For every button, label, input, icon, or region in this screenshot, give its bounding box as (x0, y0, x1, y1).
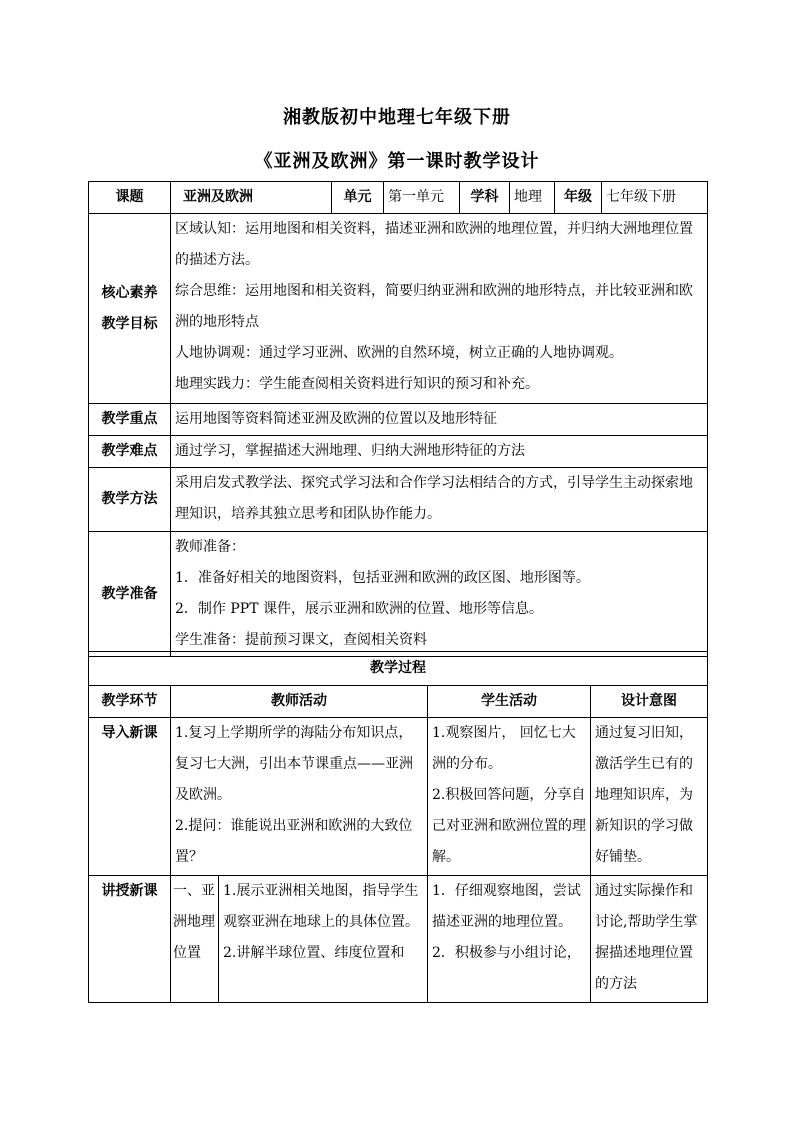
preparation-content (171, 532, 708, 657)
difficult-points-row (89, 436, 708, 468)
key-points-label: 教学重点 (89, 404, 171, 436)
unit-label: 单元 (332, 182, 384, 214)
lecture-row (89, 876, 708, 1003)
preparation-line: 2．制作 PPT 课件，展示亚洲和欧洲的位置、地形等信息。 (175, 601, 543, 617)
preparation-line: 学生准备：提前预习课文，查阅相关资料 (175, 632, 427, 648)
intro-teacher: 1.复习上学期所学的海陆分布知识点，复习七大洲，引出本节课重点——亚洲及欧洲。 2.提问：谁能说出亚洲和欧洲的大致位置？ (171, 718, 428, 876)
lecture-teacher: 1.展示亚洲相关地图，指导学生观察亚洲在地球上的具体位置。 2.讲解半球位置、纬度位置和 (219, 876, 428, 1003)
intro-intent: 通过复习旧知，激活学生已有的地理知识库，为新知识的学习做好铺垫。 (591, 718, 708, 876)
subject-label: 学科 (460, 182, 510, 214)
document-subtitle: 《亚洲及欧洲》第一课时教学设计 (254, 151, 540, 172)
header-stage: 教学环节 (89, 686, 171, 718)
header-intent: 设计意图 (591, 686, 708, 718)
info-row (89, 182, 708, 214)
teaching-process-table (88, 651, 708, 1003)
grade-label: 年级 (555, 182, 602, 214)
preparation-label: 教学准备 (89, 532, 171, 657)
core-item: 地理实践力：学生能查阅相关资料进行知识的预习和补充。 (175, 376, 539, 392)
header-student: 学生活动 (428, 686, 591, 718)
grade-value: 七年级下册 (602, 182, 708, 214)
document-title: 湘教版初中地理七年级下册 (283, 107, 511, 128)
process-title: 教学过程 (89, 652, 708, 686)
core-literacy-row (89, 214, 708, 404)
preparation-row (89, 532, 708, 657)
core-item: 区域认知：运用地图和相关资料，描述亚洲和欧洲的地理位置，并归纳大洲地理位置的描述方法。 (175, 221, 693, 268)
methods-row (89, 468, 708, 532)
preparation-line: 教师准备： (175, 539, 245, 555)
header-teacher: 教师活动 (171, 686, 428, 718)
intro-student: 1.观察图片， 回忆七大洲的分布。 2.积极回答问题，分享自己对亚洲和欧洲位置的理解。 (428, 718, 591, 876)
subject-value: 地理 (510, 182, 555, 214)
methods-label: 教学方法 (89, 468, 171, 532)
core-item: 综合思维：运用地图和相关资料，简要归纳亚洲和欧洲的地形特点，并比较亚洲和欧洲的地形特点 (175, 283, 693, 330)
process-title-row (89, 652, 708, 686)
key-points-row (89, 404, 708, 436)
core-literacy-label: 核心素养 教学目标 (89, 214, 171, 404)
lecture-student: 1．仔细观察地图，尝试描述亚洲的地理位置。 2．积极参与小组讨论， (428, 876, 591, 1003)
lecture-subtopic: 一、亚洲地理位置 (171, 876, 219, 1003)
core-literacy-content (171, 214, 708, 404)
difficult-points-text: 通过学习，掌握描述大洲地理、归纳大洲地形特征的方法 (171, 436, 708, 468)
core-item: 人地协调观：通过学习亚洲、欧洲的自然环境，树立正确的人地协调观。 (175, 345, 623, 361)
process-header-row (89, 686, 708, 718)
unit-value: 第一单元 (384, 182, 460, 214)
intro-stage: 导入新课 (89, 718, 171, 876)
topic-value: 亚洲及欧洲 (171, 182, 332, 214)
difficult-points-label: 教学难点 (89, 436, 171, 468)
key-points-text: 运用地图等资料简述亚洲及欧洲的位置以及地形特征 (171, 404, 708, 436)
lecture-intent: 通过实际操作和讨论,帮助学生掌握描述地理位置的方法 (591, 876, 708, 1003)
intro-row (89, 718, 708, 876)
methods-text: 采用启发式教学法、探究式学习法和合作学习法相结合的方式，引导学生主动探索地理知识，培养其独立思考和团队协作能力。 (171, 468, 708, 532)
preparation-line: 1．准备好相关的地图资料，包括亚洲和欧洲的政区图、地形图等。 (175, 570, 590, 586)
lecture-stage: 讲授新课 (89, 876, 171, 1003)
topic-label: 课题 (89, 182, 171, 214)
lesson-info-table (88, 181, 708, 657)
